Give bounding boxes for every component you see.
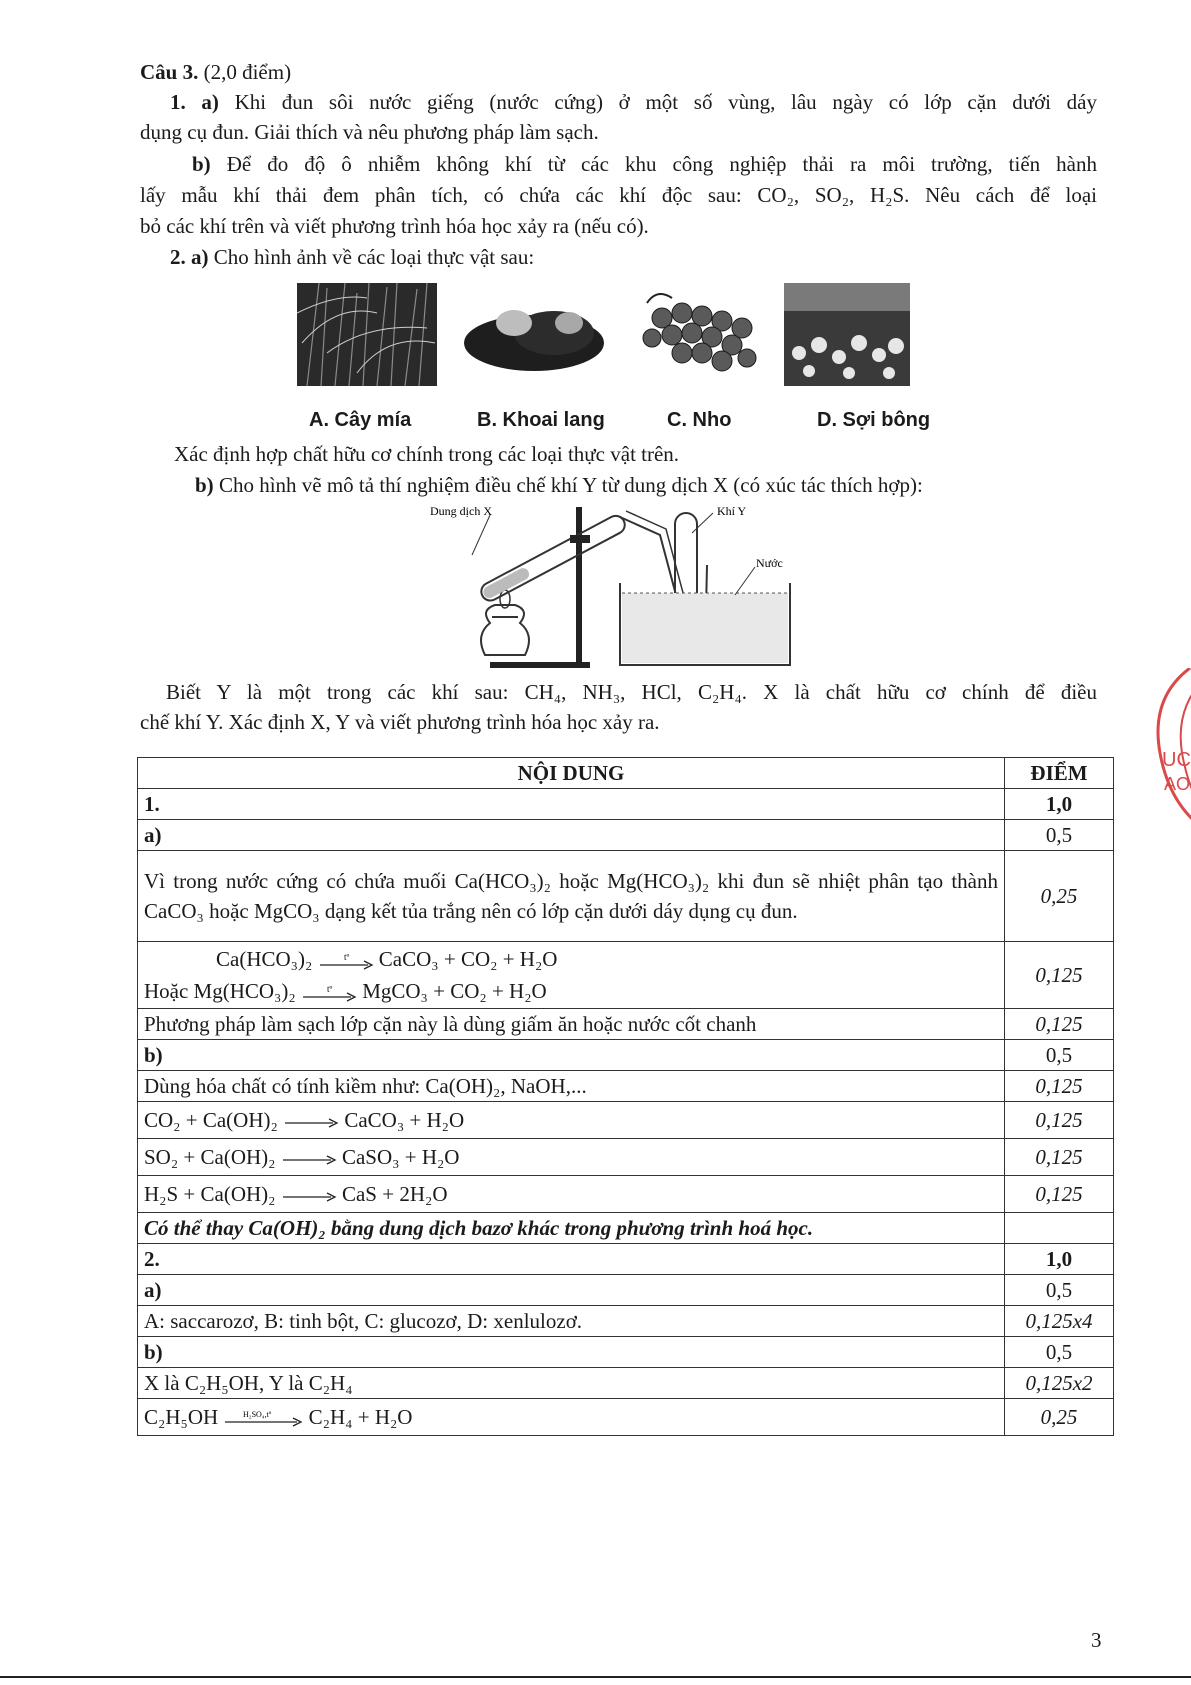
part-1a-line2: dụng cụ đun. Giải thích và nêu phương pháp làm sạch. — [140, 120, 599, 144]
row-1-content: 1. — [138, 789, 1005, 820]
row-alkali-points: 0,125 — [1005, 1071, 1114, 1102]
label-gas-y: Khí Y — [717, 505, 747, 518]
row-note-content: Có thể thay Ca(OH)₂ bằng dung dịch bazơ khác trong phương trình hoá học. — [138, 1213, 1005, 1244]
caption-d: D. Sợi bông — [817, 409, 931, 431]
row-xy-content: X là C₂H₅OH, Y là C₂H₄ — [138, 1368, 1005, 1399]
row-1b-points: 0,5 — [1005, 1040, 1114, 1071]
caption-a: A. Cây mía — [309, 409, 412, 431]
header-content: NỘI DUNG — [138, 758, 1005, 789]
row-1-points: 1,0 — [1005, 789, 1114, 820]
row-2a-points: 0,5 — [1005, 1275, 1114, 1306]
row-1a-points: 0,5 — [1005, 820, 1114, 851]
table-row — [138, 1102, 1114, 1139]
svg-text:UC: UC — [1162, 749, 1191, 771]
svg-text:AO: AO — [1164, 774, 1191, 794]
table-row — [138, 942, 1114, 1009]
row-equations-content: Ca(HCO₃)₂ tº CaCO₃ + CO₂ + H₂O Hoặc Mg(HCO₃)₂ tº MgCO₃ + CO₂ + H₂O — [138, 942, 1005, 1009]
part-1b-line1: b) Để đo độ ô nhiễm không khí từ các khu công nghiệp thải ra môi trường, tiến hành — [192, 152, 1097, 176]
table-row — [138, 1244, 1114, 1275]
row-explanation-points: 0,25 — [1005, 851, 1114, 942]
row-h2s-points: 0,125 — [1005, 1176, 1114, 1213]
table-header-row — [138, 758, 1114, 789]
stamp-seal — [1150, 668, 1191, 838]
row-1b-content: b) — [138, 1040, 1005, 1071]
question-title: Câu 3. (2,0 điểm) — [140, 60, 292, 84]
row-1a-content: a) — [138, 820, 1005, 851]
row-equations-points: 0,125 — [1005, 942, 1114, 1009]
table-row — [138, 1040, 1114, 1071]
row-ethanol-content: C₂H₅OH H₂SO₄,tº C₂H₄ + H₂O — [138, 1399, 1005, 1436]
row-cleaning-content: Phương pháp làm sạch lớp cặn này là dùng giấm ăn hoặc nước cốt chanh — [138, 1009, 1005, 1040]
row-compounds-content: A: saccarozơ, B: tinh bột, C: glucozơ, D: xenlulozơ. — [138, 1306, 1005, 1337]
row-co2-content: CO₂ + Ca(OH)₂ CaCO₃ + H₂O — [138, 1102, 1005, 1139]
row-2-content: 2. — [138, 1244, 1005, 1275]
row-co2-points: 0,125 — [1005, 1102, 1114, 1139]
row-explanation-content: Vì trong nước cứng có chứa muối Ca(HCO₃)₂ hoặc Mg(HCO₃)₂ khi đun sẽ nhiệt phân tạo thành CaCO₃ hoặc MgCO₃ dạng kết tủa trắng nên có lớp cặn dưới dáy dụng cụ đun. — [138, 851, 1005, 942]
row-2-points: 1,0 — [1005, 1244, 1114, 1275]
header-points: ĐIỂM — [1005, 758, 1114, 789]
row-so2-points: 0,125 — [1005, 1139, 1114, 1176]
row-2b-content: b) — [138, 1337, 1005, 1368]
table-row — [138, 1071, 1114, 1102]
label-water: Nước — [756, 556, 783, 570]
table-row — [138, 1306, 1114, 1337]
row-h2s-content: H₂S + Ca(OH)₂ CaS + 2H₂O — [138, 1176, 1005, 1213]
row-so2-content: SO₂ + Ca(OH)₂ CaSO₃ + H₂O — [138, 1139, 1005, 1176]
part-2b-known-line1: Biết Y là một trong các khí sau: CH₄, NH₃, HCl, C₂H₄. X là chất hữu cơ chính để điều — [166, 680, 1097, 704]
svg-text:tº: tº — [326, 984, 333, 995]
table-row — [138, 1337, 1114, 1368]
table-row — [138, 851, 1114, 942]
experiment-diagram — [430, 505, 870, 670]
bottom-rule — [0, 1676, 1191, 1678]
table-row — [138, 1009, 1114, 1040]
table-row — [138, 1399, 1114, 1436]
row-alkali-content: Dùng hóa chất có tính kiềm như: Ca(OH)₂, NaOH,... — [138, 1071, 1005, 1102]
row-compounds-points: 0,125x4 — [1005, 1306, 1114, 1337]
row-2a-content: a) — [138, 1275, 1005, 1306]
sweet-potato-image — [459, 283, 609, 386]
label-solution-x: Dung dịch X — [430, 505, 492, 518]
row-cleaning-points: 0,125 — [1005, 1009, 1114, 1040]
svg-text:tº: tº — [343, 952, 349, 963]
caption-b: B. Khoai lang — [477, 409, 605, 431]
answer-table — [137, 757, 1114, 1436]
part-2a-question: Xác định hợp chất hữu cơ chính trong các loại thực vật trên. — [174, 442, 680, 466]
cotton-image — [784, 283, 910, 386]
table-row — [138, 1139, 1114, 1176]
table-row — [138, 1176, 1114, 1213]
page-number: 3 — [1091, 1628, 1102, 1652]
row-2b-points: 0,5 — [1005, 1337, 1114, 1368]
row-ethanol-points: 0,25 — [1005, 1399, 1114, 1436]
part-2a-line: 2. a) Cho hình ảnh về các loại thực vật sau: — [170, 245, 535, 269]
part-2b-known-line2: chế khí Y. Xác định X, Y và viết phương trình hóa học xảy ra. — [140, 710, 660, 734]
caption-c: C. Nho — [667, 409, 732, 431]
table-row — [138, 1368, 1114, 1399]
table-row — [138, 820, 1114, 851]
part-1b-line3: bỏ các khí trên và viết phương trình hóa học xảy ra (nếu có). — [140, 214, 649, 238]
row-xy-points: 0,125x2 — [1005, 1368, 1114, 1399]
plant-images — [297, 283, 947, 393]
part-1b-line2: lấy mẫu khí thải đem phân tích, có chứa các khí độc sau: CO₂, SO₂, H₂S. Nêu cách để loại — [140, 183, 1097, 207]
table-row — [138, 1213, 1114, 1244]
row-note-points — [1005, 1213, 1114, 1244]
sugarcane-image — [297, 283, 437, 386]
table-row — [138, 1275, 1114, 1306]
grapes-image — [632, 283, 762, 386]
svg-text:H₂SO₄,tº: H₂SO₄,tº — [243, 1410, 272, 1420]
part-2b-line: b) Cho hình vẽ mô tả thí nghiệm điều chế khí Y từ dung dịch X (có xúc tác thích hợp): — [195, 473, 923, 497]
part-1a-line1: 1. a) Khi đun sôi nước giếng (nước cứng) ở một số vùng, lâu ngày có lớp cặn dưới dáy — [170, 90, 1098, 114]
table-row — [138, 789, 1114, 820]
